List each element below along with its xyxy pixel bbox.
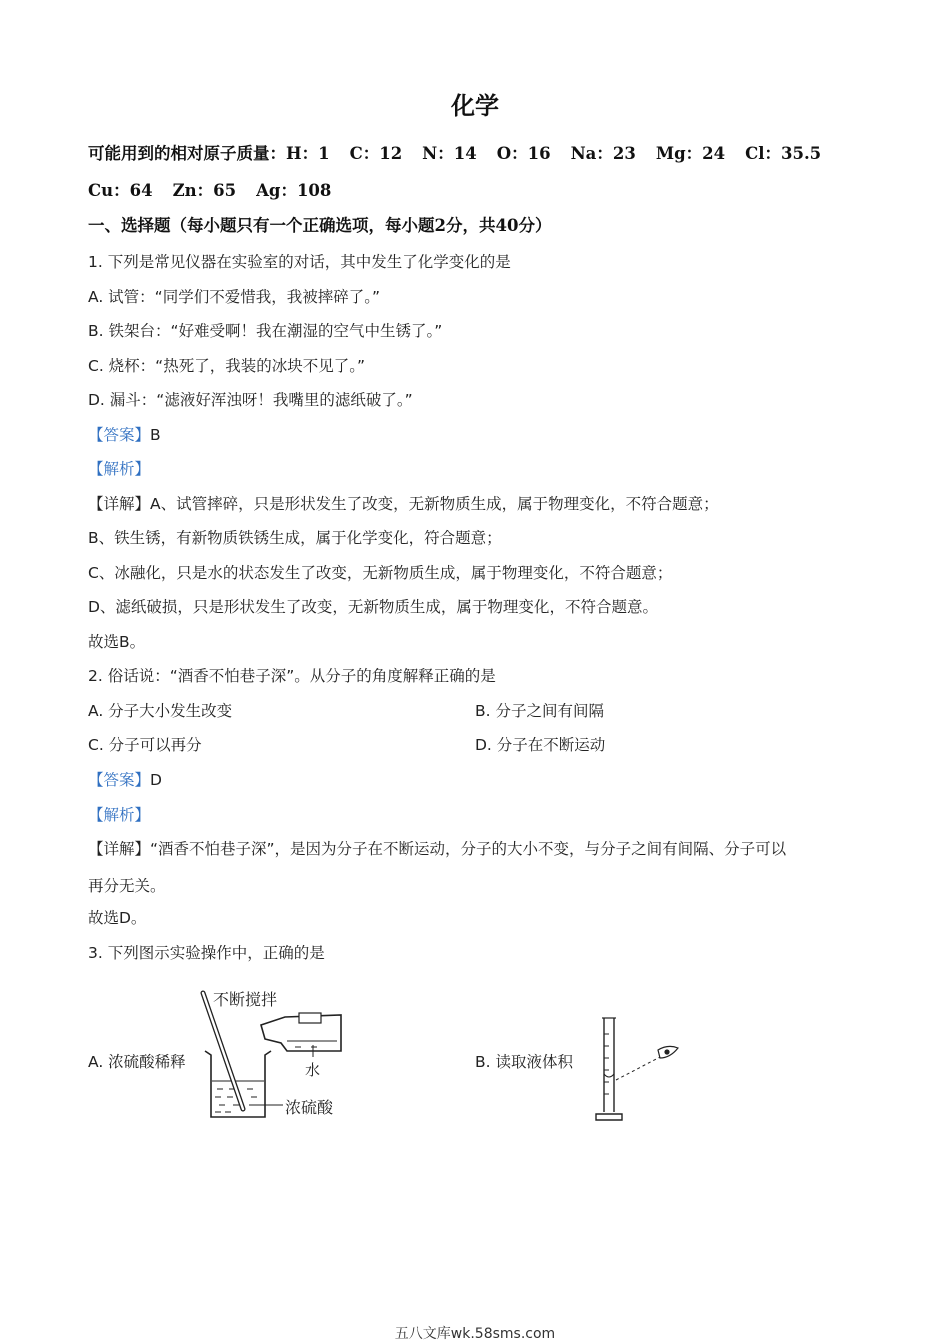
mass-cl: Cl：35.5 bbox=[745, 144, 822, 163]
q2-analysis-tag: 【解析】 bbox=[88, 806, 151, 824]
q2-option-c: C. 分子可以再分 bbox=[88, 736, 202, 754]
answer-value: B bbox=[150, 426, 161, 444]
q1-option-c: C. 烧杯：“热死了，我装的冰块不见了。” bbox=[88, 357, 365, 375]
q1-choose: 故选B。 bbox=[88, 633, 146, 651]
atomic-mass-label: 可能用到的相对原子质量： bbox=[88, 144, 286, 163]
meniscus bbox=[604, 1074, 614, 1077]
q2-option-b: B. 分子之间有间隔 bbox=[475, 702, 604, 720]
answer-tag: 【答案】 bbox=[88, 771, 151, 789]
q2-option-d: D. 分子在不断运动 bbox=[475, 736, 606, 754]
atomic-mass-row-1 bbox=[88, 144, 841, 164]
q3-option-b: B. 读取液体积 bbox=[475, 1053, 573, 1071]
q1-answer bbox=[88, 425, 161, 445]
q3-option-a: A. 浓硫酸稀释 bbox=[88, 1053, 186, 1071]
q3-stem: 3. 下列图示实验操作中，正确的是 bbox=[88, 944, 325, 962]
acid-dilution-figure bbox=[195, 985, 355, 1125]
stir-label: 不断搅拌 bbox=[213, 990, 278, 1009]
q1-detail-3: C、冰融化，只是水的状态发生了改变，无新物质生成，属于物理变化，不符合题意； bbox=[88, 564, 673, 582]
q1-detail-4: D、滤纸破损，只是形状发生了改变，无新物质生成，属于物理变化，不符合题意。 bbox=[88, 598, 658, 616]
mass-ag: Ag：108 bbox=[256, 181, 332, 200]
mass-h: H：1 bbox=[286, 144, 330, 163]
q1-option-b: B. 铁架台：“好难受啊！我在潮湿的空气中生锈了。” bbox=[88, 322, 443, 340]
answer-value: D bbox=[150, 771, 162, 789]
cylinder-walls bbox=[604, 1018, 614, 1112]
q2-choose: 故选D。 bbox=[88, 909, 147, 927]
mass-n: N：14 bbox=[422, 144, 477, 163]
mass-o: O：16 bbox=[496, 144, 551, 163]
atomic-mass-row-2 bbox=[88, 181, 351, 201]
sight-line bbox=[616, 1056, 662, 1080]
scale-marks bbox=[604, 1034, 609, 1094]
mass-mg: Mg：24 bbox=[655, 144, 726, 163]
q1-option-d: D. 漏斗：“滤液好浑浊呀！我嘴里的滤纸破了。” bbox=[88, 391, 413, 409]
acid-label: 浓硫酸 bbox=[285, 1098, 334, 1117]
mass-c: C：12 bbox=[349, 144, 403, 163]
q1-detail-1: 【详解】A、试管摔碎，只是形状发生了改变，无新物质生成，属于物理变化，不符合题意； bbox=[88, 495, 719, 513]
q2-answer bbox=[88, 770, 162, 790]
mass-na: Na：23 bbox=[570, 144, 636, 163]
bottle-label bbox=[299, 1013, 321, 1023]
footer-watermark: 五八文库wk.58sms.com bbox=[394, 1326, 556, 1342]
page-title: 化学 bbox=[451, 91, 499, 120]
q2-option-a: A. 分子大小发生改变 bbox=[88, 702, 233, 720]
water-label: 水 bbox=[305, 1061, 321, 1079]
graduated-cylinder-figure bbox=[590, 1014, 690, 1124]
q2-detail-2: 再分无关。 bbox=[88, 877, 166, 895]
section-heading: 一、选择题（每小题只有一个正确选项，每小题2分，共40分） bbox=[88, 216, 552, 235]
cylinder-base bbox=[596, 1114, 622, 1120]
beaker-outline bbox=[205, 1051, 271, 1117]
answer-tag: 【答案】 bbox=[88, 426, 151, 444]
mass-cu: Cu：64 bbox=[88, 181, 153, 200]
q2-detail-1: 【详解】“酒香不怕巷子深”，是因为分子在不断运动，分子的大小不变，与分子之间有间隔、分子可以 bbox=[88, 840, 787, 858]
q1-option-a: A. 试管：“同学们不爱惜我，我被摔碎了。” bbox=[88, 288, 380, 306]
q1-analysis-tag: 【解析】 bbox=[88, 460, 151, 478]
q2-stem: 2. 俗话说：“酒香不怕巷子深”。从分子的角度解释正确的是 bbox=[88, 667, 496, 685]
q1-stem: 1. 下列是常见仪器在实验室的对话，其中发生了化学变化的是 bbox=[88, 253, 511, 271]
mass-zn: Zn：65 bbox=[172, 181, 237, 200]
q1-detail-2: B、铁生锈，有新物质铁锈生成，属于化学变化，符合题意； bbox=[88, 529, 502, 547]
